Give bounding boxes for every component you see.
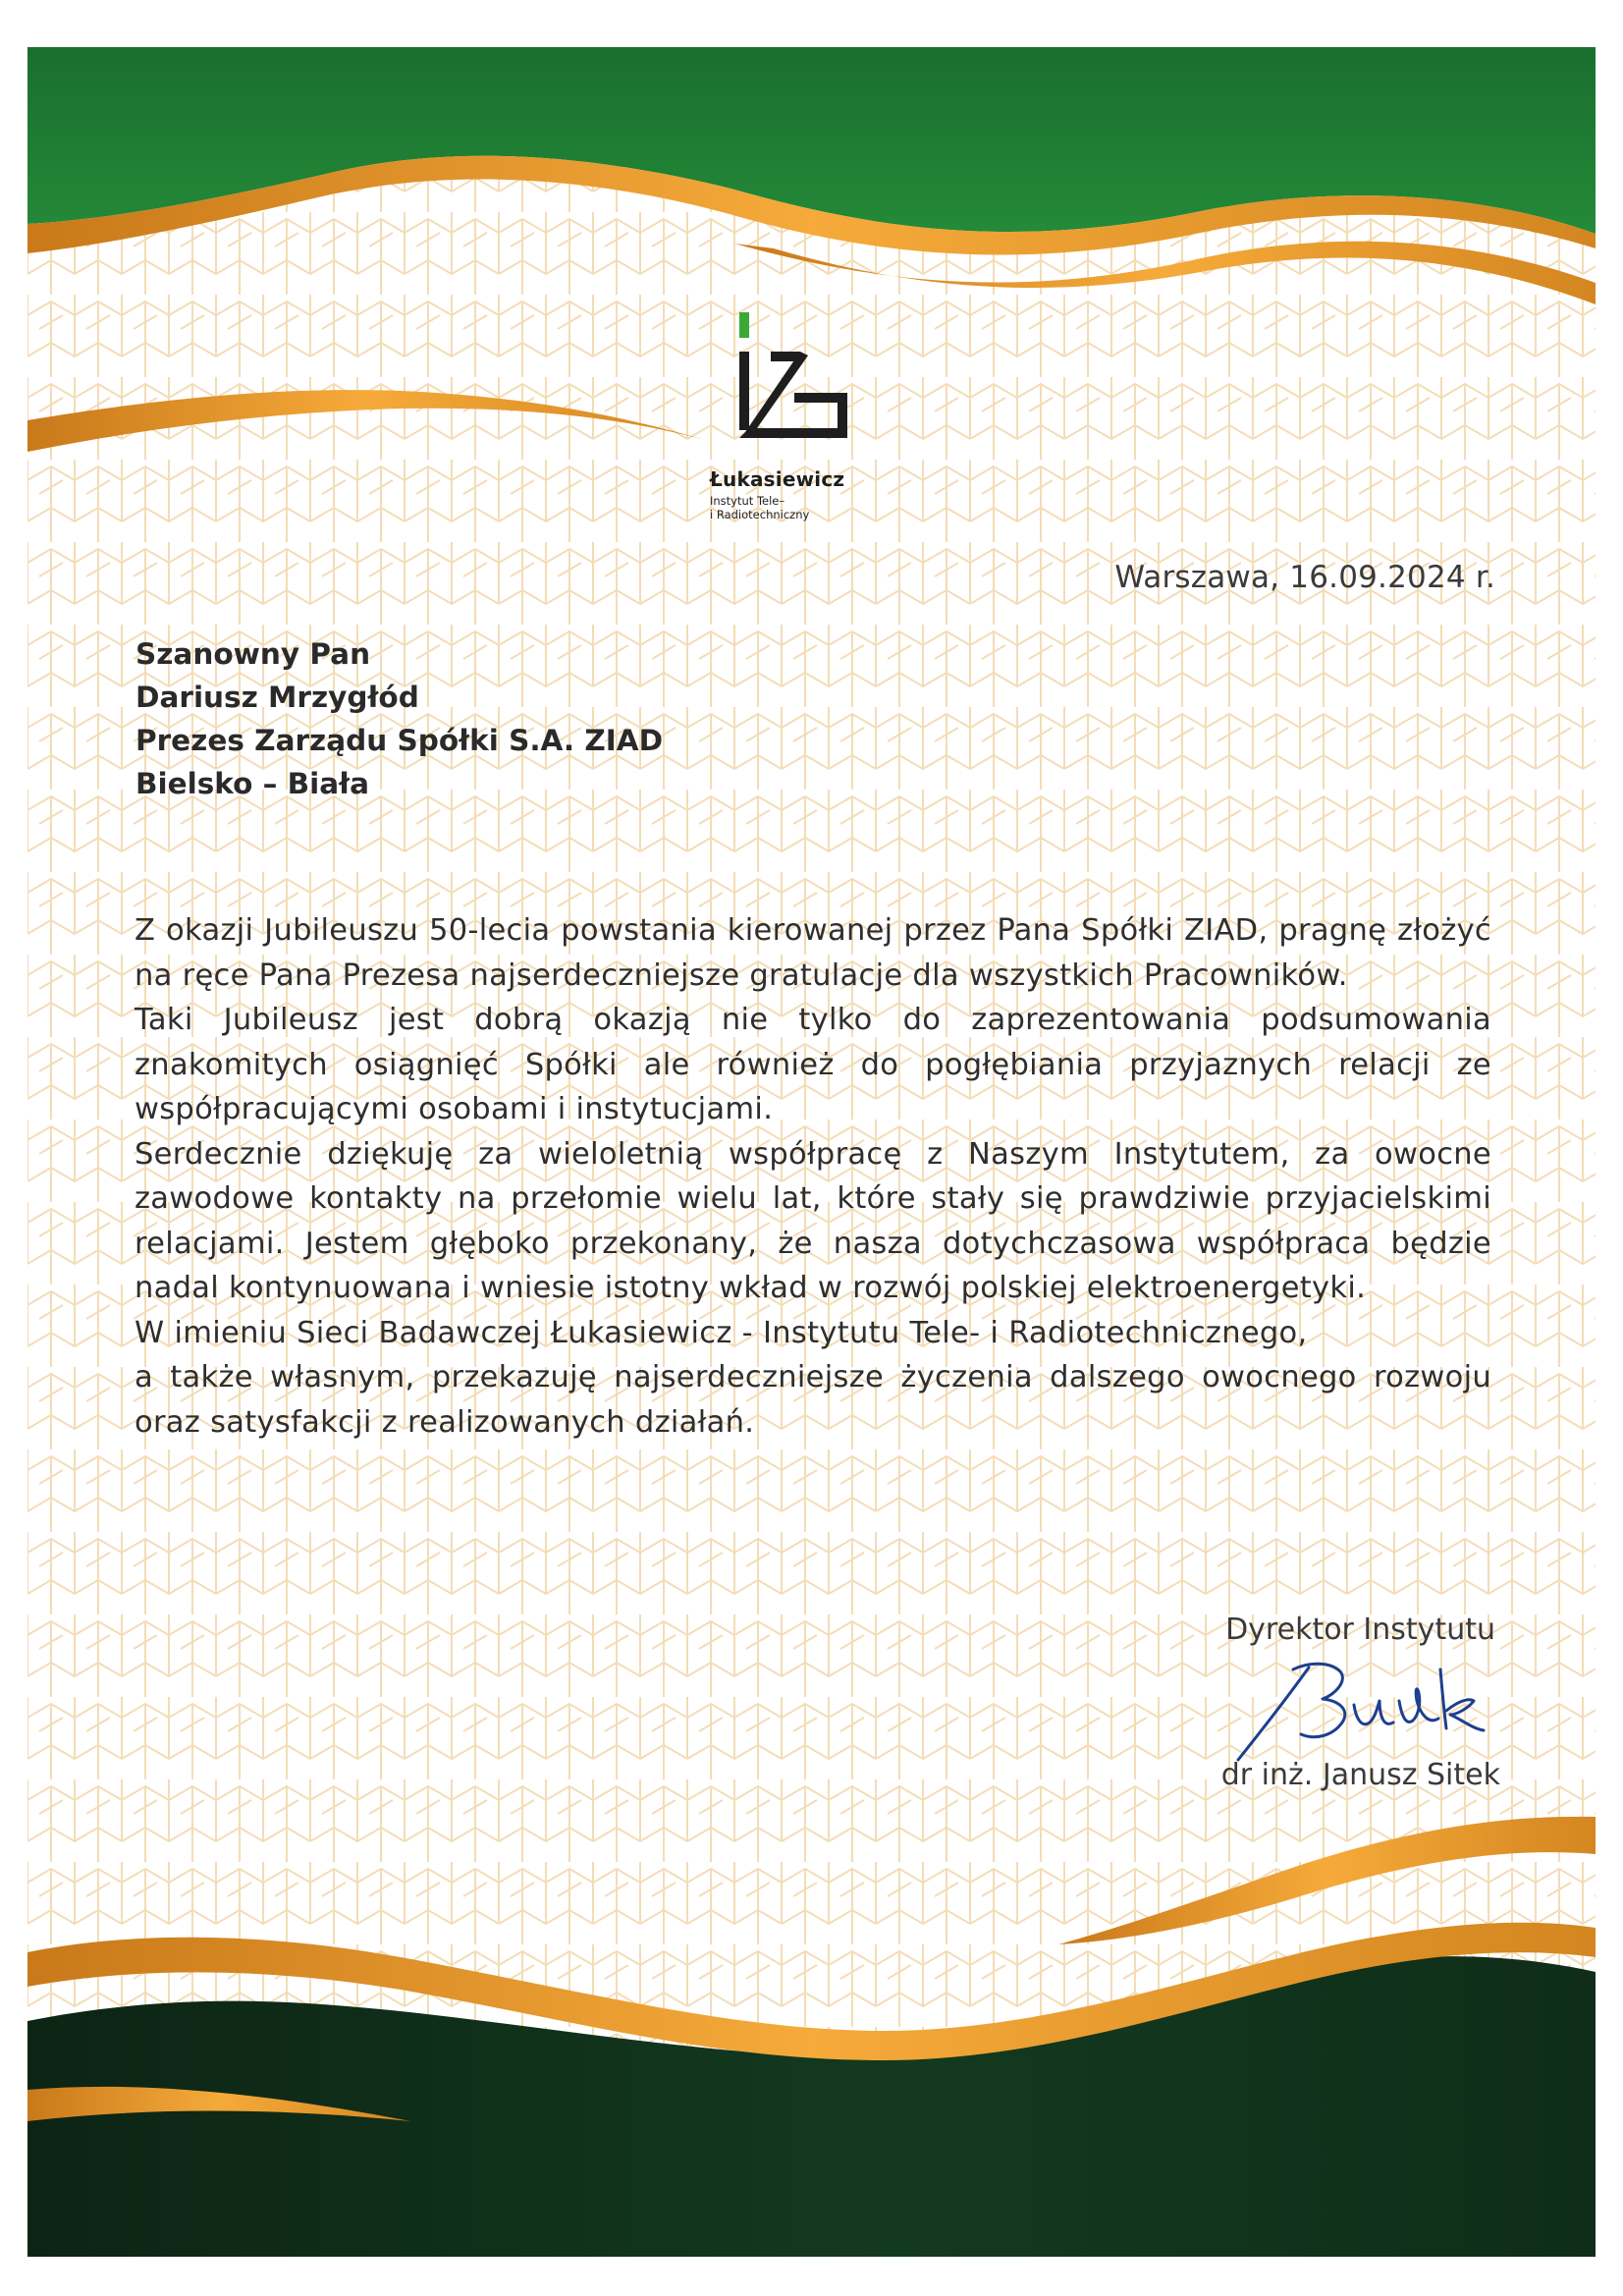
logo-subtitle-line-1: Instytut Tele– [710, 494, 785, 508]
paragraph-congratulations: Z okazji Jubileuszu 50-lecia powstania kierowanej przez Pana Spółki ZIAD, pragnę złożyć na ręce Pana Prezesa najserdeczniejsze gratulacje dla wszystkich Pracowników. [135, 913, 1491, 993]
paragraph-on-behalf: W imieniu Sieci Badawczej Łukasiewicz - Instytutu Tele- i Radiotechnicznego, [135, 1315, 1308, 1350]
paragraph-jubilee: Taki Jubileusz jest dobrą okazją nie tylko do zaprezentowania podsumowania znakomitych osiągnięć Spółki ale również do pogłębiania przyjaznych relacji ze współpracującymi osobami i instytucjami. [135, 1003, 1491, 1126]
paragraph-wishes: a także własnym, przekazuję najserdeczniejsze życzenia dalszego owocnego rozwoju oraz satysfakcji z realizowanych działań. [135, 1360, 1491, 1440]
signature-title: Dyrektor Instytutu [1225, 1613, 1495, 1647]
addressee-name: Dariusz Mrzygłód [135, 681, 419, 714]
logo-name: Łukasiewicz [710, 467, 845, 491]
lukasiewicz-logo-mark [710, 312, 847, 460]
letter-body [135, 908, 1491, 1445]
addressee-salutation: Szanowny Pan [135, 637, 371, 671]
addressee-block [135, 632, 663, 805]
handwritten-signature [1232, 1650, 1497, 1768]
signatory-name: dr inż. Janusz Sitek [1220, 1758, 1500, 1792]
paragraph-thanks: Serdecznie dziękuję za wieloletnią współpracę z Naszym Instytutem, za owocne zawodowe kontakty na przełomie wielu lat, które stały się prawdziwie przyjacielskimi relacjami. Jestem głęboko przekonany, że nasza dotychczasowa współpraca będzie nadal kontynuowana i wniesie istotny wkład w rozwój polskiej elektroenergetyki. [135, 1136, 1491, 1305]
addressee-city: Bielsko – Biała [135, 767, 370, 800]
date-line: Warszawa, 16.09.2024 r. [1114, 560, 1495, 595]
logo-subtitle-line-2: i Radiotechniczny [710, 508, 810, 521]
institute-logo [710, 312, 926, 521]
addressee-position: Prezes Zarządu Spółki S.A. ZIAD [135, 724, 664, 757]
